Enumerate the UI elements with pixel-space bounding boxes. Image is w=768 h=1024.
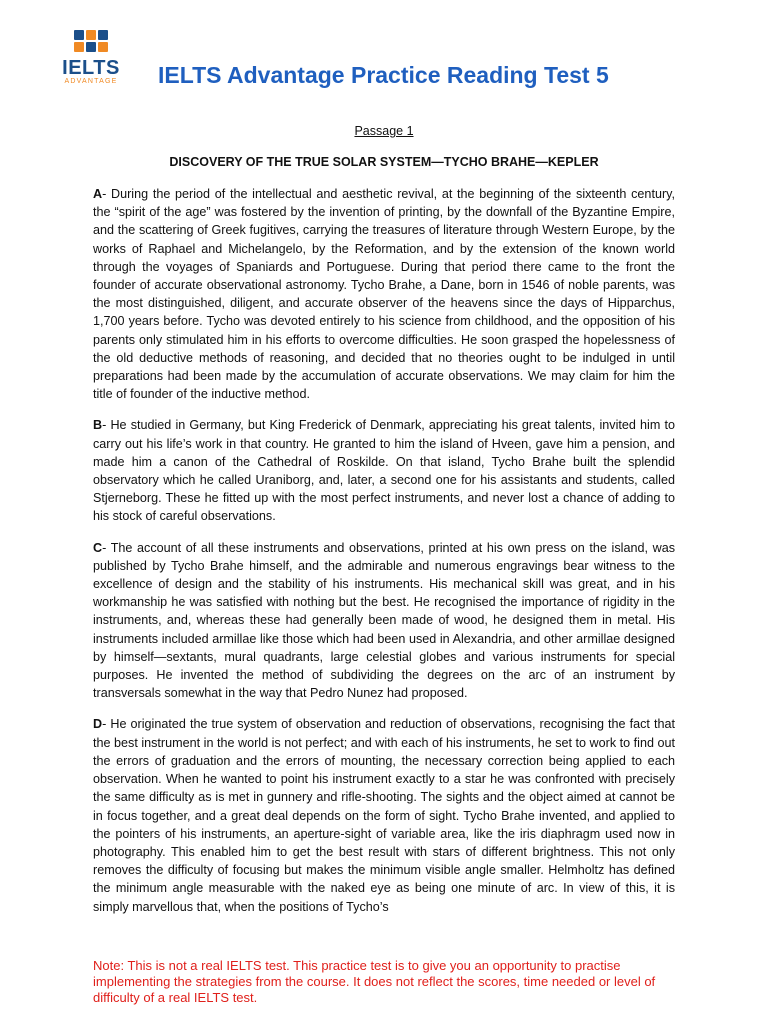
- logo-tile-icon: [74, 30, 84, 40]
- logo-icon-grid: [74, 30, 108, 56]
- ielts-advantage-logo: [62, 30, 120, 86]
- logo-tile-icon: [86, 30, 96, 40]
- logo-wordmark: IELTS: [62, 57, 120, 79]
- passage-title: DISCOVERY OF THE TRUE SOLAR SYSTEM—TYCHO BRAHE—KEPLER: [169, 155, 599, 169]
- disclaimer-note: Note: This is not a real IELTS test. This practice test is to give you an opportunity to practise implementing the strategies from the course. It does not reflect the scores, time needed or level of difficulty of a real IELTS test.: [93, 958, 656, 1005]
- paragraph-letter: A: [93, 187, 103, 201]
- paragraph-b: [93, 416, 675, 525]
- paragraph-text: - The account of all these instruments and observations, printed at his own press on the island, was published by Tycho Brahe himself, and the admirable and numerous engravings bear witness to the excellence of design and the stability of his instruments. His mechanical skill was great, and in his workmanship he was satisfied with nothing but the best. He recognised the importance of rigidity in the instruments, and, whereas these had generally been made of wood, he designed them in metal. His instruments included armillae like those which had been used in Alexandria, and other armillae designed by himself—sextants, mural quadrants, large celestial globes and various instruments for special purposes. He invented the method of subdividing the degrees on the arc of an instrument by transversals somewhat in the way that Pedro Nunez had proposed.: [93, 540, 675, 701]
- logo-tile-icon: [98, 42, 108, 52]
- paragraph-letter: C: [93, 540, 103, 555]
- logo-tile-icon: [86, 42, 96, 52]
- logo-subtitle: ADVANTAGE: [64, 78, 118, 85]
- paragraph-text: - He originated the true system of observation and reduction of observations, recognising the fact that the best instrument in the world is not perfect; and with each of his instruments, he set to work to find out the errors of graduation and the errors of mounting, the necessary correction being applied to each observation. When he wanted to point his instrument exactly to a star he was confronted with precisely the same difficulty as is met in gunnery and rifle-shooting. The sights and the object aimed at cannot be in focus together, and a great deal depends on the form of sight. Tycho Brahe invented, and applied to the pointers of his instruments, an aperture-sight of variable area, like the iris diaphragm used now in photography. This enabled him to get the best result with stars of different brightness. This not only removes the difficulty of focusing but makes the minimum visible angle smaller. Helmholtz has defined the minimum angle measurable with the naked eye as being one minute of arc. In view of this, it is simply marvellous that, when the positions of Tycho’s: [93, 717, 675, 914]
- paragraph-text: - He studied in Germany, but King Frederick of Denmark, appreciating his great talents, invited him to carry out his life’s work in that country. He granted to him the island of Hveen, gave him a pension, and made him a canon of the Cathedral of Roskilde. On that island, Tycho Brahe built the splendid observatory which he called Uraniborg, and, later, a second one for his assistants and students, called Stjerneborg. These he fitted up with the most perfect instruments, and never lost a chance of adding to his stock of careful observations.: [93, 418, 675, 524]
- paragraph-c: [93, 539, 675, 703]
- paragraph-text: - During the period of the intellectual and aesthetic revival, at the beginning of the sixteenth century, the “spirit of the age” was fostered by the invention of printing, by the downfall of the Byzantine Empire, and the scattering of Greek fugitives, carrying the treasures of literature through Western Europe, by the works of Raphael and Michelangelo, by the Reformation, and by the extension of the known world through the voyages of Spaniards and Portuguese. During that period there came to the front the founder of accurate observational astronomy. Tycho Brahe, a Dane, born in 1546 of noble parents, was the most distinguished, diligent, and accurate observer of the heavens since the days of Hipparchus, 1,700 years before. Tycho was devoted entirely to his science from childhood, and the opposition of his parents only stimulated him in his efforts to overcome difficulties. He soon grasped the hopelessness of the old deductive methods of reasoning, and decided that no theories ought to be indulged in until preparations had been made by the accumulation of accurate observations. We may claim for him the title of founder of the inductive method.: [93, 187, 675, 402]
- logo-tile-icon: [74, 42, 84, 52]
- paragraph-a: [93, 185, 675, 403]
- page-title: IELTS Advantage Practice Reading Test 5: [158, 62, 609, 88]
- passage-label: Passage 1: [354, 124, 414, 138]
- paragraph-letter: B: [93, 418, 103, 433]
- paragraph-letter: D: [93, 717, 103, 732]
- logo-tile-icon: [98, 30, 108, 40]
- paragraph-d: [93, 715, 675, 915]
- passage-body: [93, 185, 675, 929]
